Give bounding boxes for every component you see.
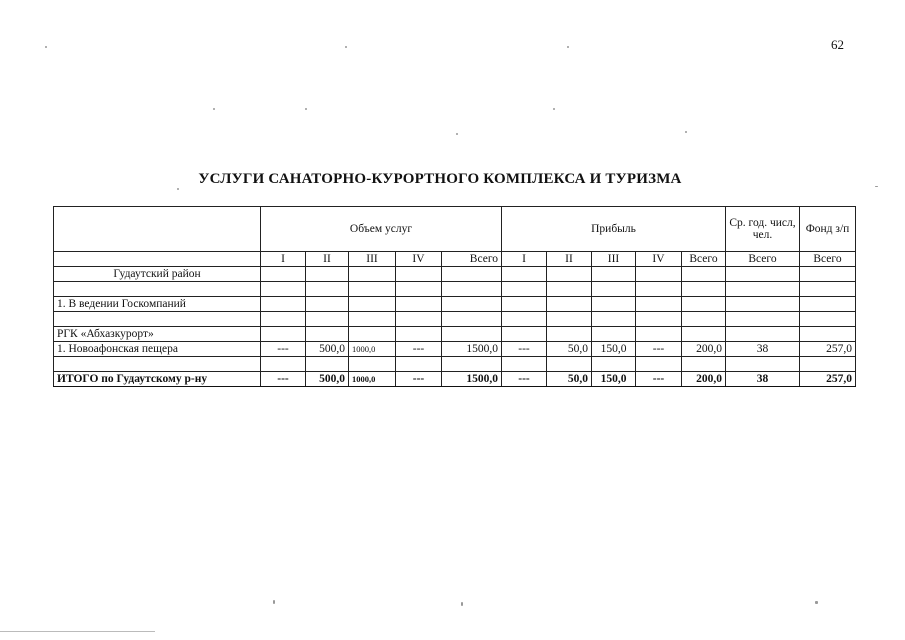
scan-speck <box>815 601 818 604</box>
header-wage-fund: Фонд з/п <box>800 207 856 252</box>
cell: --- <box>261 342 306 357</box>
cell: 257,0 <box>800 342 856 357</box>
cell: --- <box>396 372 442 387</box>
section-label: 1. В ведении Госкомпаний <box>54 297 261 312</box>
spacer-row <box>54 282 856 297</box>
data-row <box>54 342 856 357</box>
services-table <box>53 206 856 387</box>
period-header: III <box>349 252 396 267</box>
scan-speck <box>273 600 275 604</box>
period-header: III <box>592 252 636 267</box>
cell: 38 <box>726 342 800 357</box>
header-avg-headcount: Ср. год. числ, чел. <box>726 207 800 252</box>
total-label: ИТОГО по Гудаутскому р-ну <box>54 372 261 387</box>
cell: --- <box>502 342 547 357</box>
header-blank <box>54 207 261 252</box>
district-row <box>54 267 856 282</box>
cell: --- <box>396 342 442 357</box>
cell: 150,0 <box>592 372 636 387</box>
header-row-periods <box>54 252 856 267</box>
header-row-groups <box>54 207 856 252</box>
cell: 500,0 <box>306 372 349 387</box>
header-profit: Прибыль <box>502 207 726 252</box>
organization-row <box>54 327 856 342</box>
period-header: IV <box>396 252 442 267</box>
cell: 150,0 <box>592 342 636 357</box>
district-label: Гудаутский район <box>54 267 261 282</box>
cell: 1000,0 <box>349 342 396 357</box>
period-header: Всего <box>726 252 800 267</box>
period-header: I <box>502 252 547 267</box>
period-header: I <box>261 252 306 267</box>
period-header: Всего <box>800 252 856 267</box>
organization-label: РГК «Абхазкурорт» <box>54 327 261 342</box>
cell: 50,0 <box>547 342 592 357</box>
period-header: Всего <box>682 252 726 267</box>
cell: 257,0 <box>800 372 856 387</box>
cell: 1500,0 <box>442 342 502 357</box>
page-number: 62 <box>831 37 844 52</box>
period-header: II <box>547 252 592 267</box>
scan-speck <box>345 46 347 48</box>
scan-speck <box>45 46 47 48</box>
scan-speck <box>553 108 555 110</box>
scan-speck <box>177 188 179 190</box>
cell: 200,0 <box>682 372 726 387</box>
period-header: Всего <box>442 252 502 267</box>
document-title: УСЛУГИ САНАТОРНО-КУРОРТНОГО КОМПЛЕКСА И ТУРИЗМА <box>198 171 682 187</box>
scan-speck <box>685 131 687 133</box>
scan-speck <box>213 108 215 110</box>
scan-speck <box>875 186 878 187</box>
scan-speck <box>456 133 458 135</box>
cell: --- <box>636 342 682 357</box>
cell: 1000,0 <box>349 372 396 387</box>
cell: --- <box>502 372 547 387</box>
cell: 500,0 <box>306 342 349 357</box>
scan-speck <box>305 108 307 110</box>
row-label: 1. Новоафонская пещера <box>54 342 261 357</box>
header-blank <box>54 252 261 267</box>
cell: 38 <box>726 372 800 387</box>
period-header: II <box>306 252 349 267</box>
scan-speck <box>461 602 463 606</box>
cell: 50,0 <box>547 372 592 387</box>
cell: --- <box>636 372 682 387</box>
cell: 200,0 <box>682 342 726 357</box>
cell: --- <box>261 372 306 387</box>
header-volume: Объем услуг <box>261 207 502 252</box>
section-row <box>54 297 856 312</box>
spacer-row <box>54 357 856 372</box>
cell: 1500,0 <box>442 372 502 387</box>
scan-edge-line <box>0 631 155 632</box>
spacer-row <box>54 312 856 327</box>
total-row <box>54 372 856 387</box>
scan-speck <box>567 46 569 48</box>
period-header: IV <box>636 252 682 267</box>
